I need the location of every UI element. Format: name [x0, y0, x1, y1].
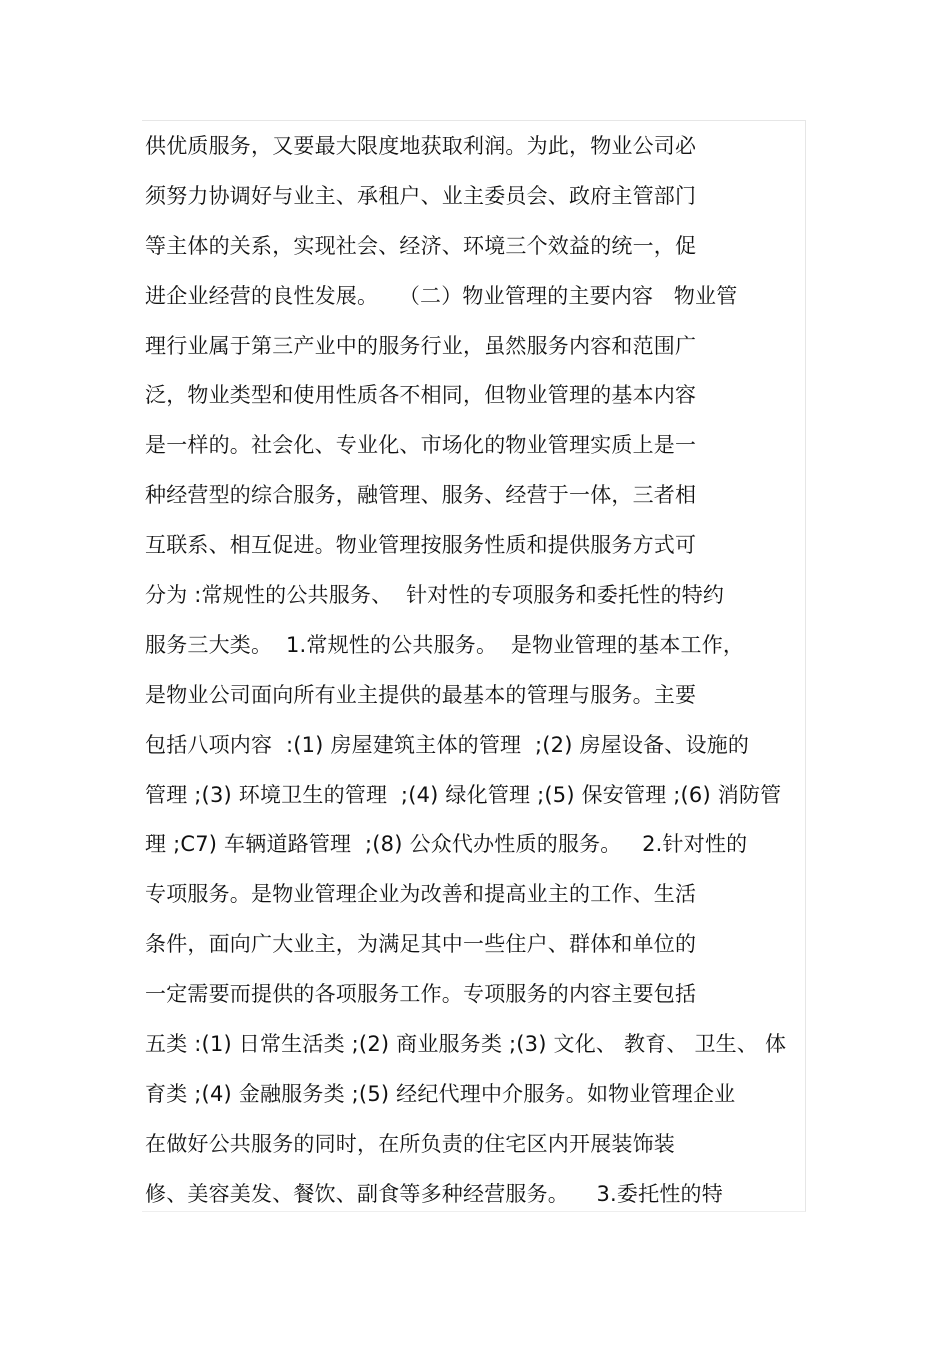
text-line: 条件，面向广大业主，为满足其中一些住户、群体和单位的	[145, 932, 697, 957]
text-line: 供优质服务，又要最大限度地获取利润。为此，物业公司必	[145, 134, 697, 158]
text-line: 包括八项内容 :(1) 房屋建筑主体的管理 ;(2) 房屋设备、设施的	[145, 732, 750, 757]
text-line: 是物业公司面向所有业主提供的最基本的管理与服务。主要	[145, 682, 697, 707]
text-line: 种经营型的综合服务，融管理、服务、经营于一体，三者相	[145, 483, 697, 508]
text-line: 等主体的关系，实现社会、经济、环境三个效益的统一，促	[145, 233, 697, 258]
text-line: 互联系、相互促进。物业管理按服务性质和提供服务方式可	[145, 533, 697, 558]
text-line: 分为 :常规性的公共服务、 针对性的专项服务和委托性的特约	[145, 583, 725, 608]
text-line: 须努力协调好与业主、承租户、业主委员会、政府主管部门	[145, 183, 697, 208]
text-line: 一定需要而提供的各项服务工作。专项服务的内容主要包括	[145, 982, 697, 1007]
text-line: 泛，物业类型和使用性质各不相同，但物业管理的基本内容	[145, 383, 697, 408]
text-line: 理 ;C7) 车辆道路管理 ;(8) 公众代办性质的服务。 2.针对性的	[145, 832, 748, 857]
text-line: 理行业属于第三产业中的服务行业，虽然服务内容和范围广	[145, 333, 697, 358]
text-line: 管理 ;(3) 环境卫生的管理 ;(4) 绿化管理 ;(5) 保安管理 ;(6) 消防管	[145, 782, 782, 807]
document-body	[145, 122, 811, 1220]
text-line: 专项服务。是物业管理企业为改善和提高业主的工作、生活	[145, 882, 697, 907]
text-line: 育类 ;(4) 金融服务类 ;(5) 经纪代理中介服务。如物业管理企业	[145, 1081, 736, 1106]
text-line: 修、美容美发、餐饮、副食等多种经营服务。 3.委托性的特	[145, 1181, 723, 1206]
text-line: 进企业经营的良性发展。 （二）物业管理的主要内容 物业管	[145, 283, 738, 308]
text-line: 服务三大类。 1.常规性的公共服务。 是物业管理的基本工作，	[145, 632, 745, 657]
text-line: 五类 :(1) 日常生活类 ;(2) 商业服务类 ;(3) 文化、 教育、 卫生、 体	[145, 1032, 787, 1057]
text-line: 是一样的。社会化、专业化、市场化的物业管理实质上是一	[145, 433, 697, 458]
text-line: 在做好公共服务的同时，在所负责的住宅区内开展装饰装	[145, 1131, 675, 1156]
